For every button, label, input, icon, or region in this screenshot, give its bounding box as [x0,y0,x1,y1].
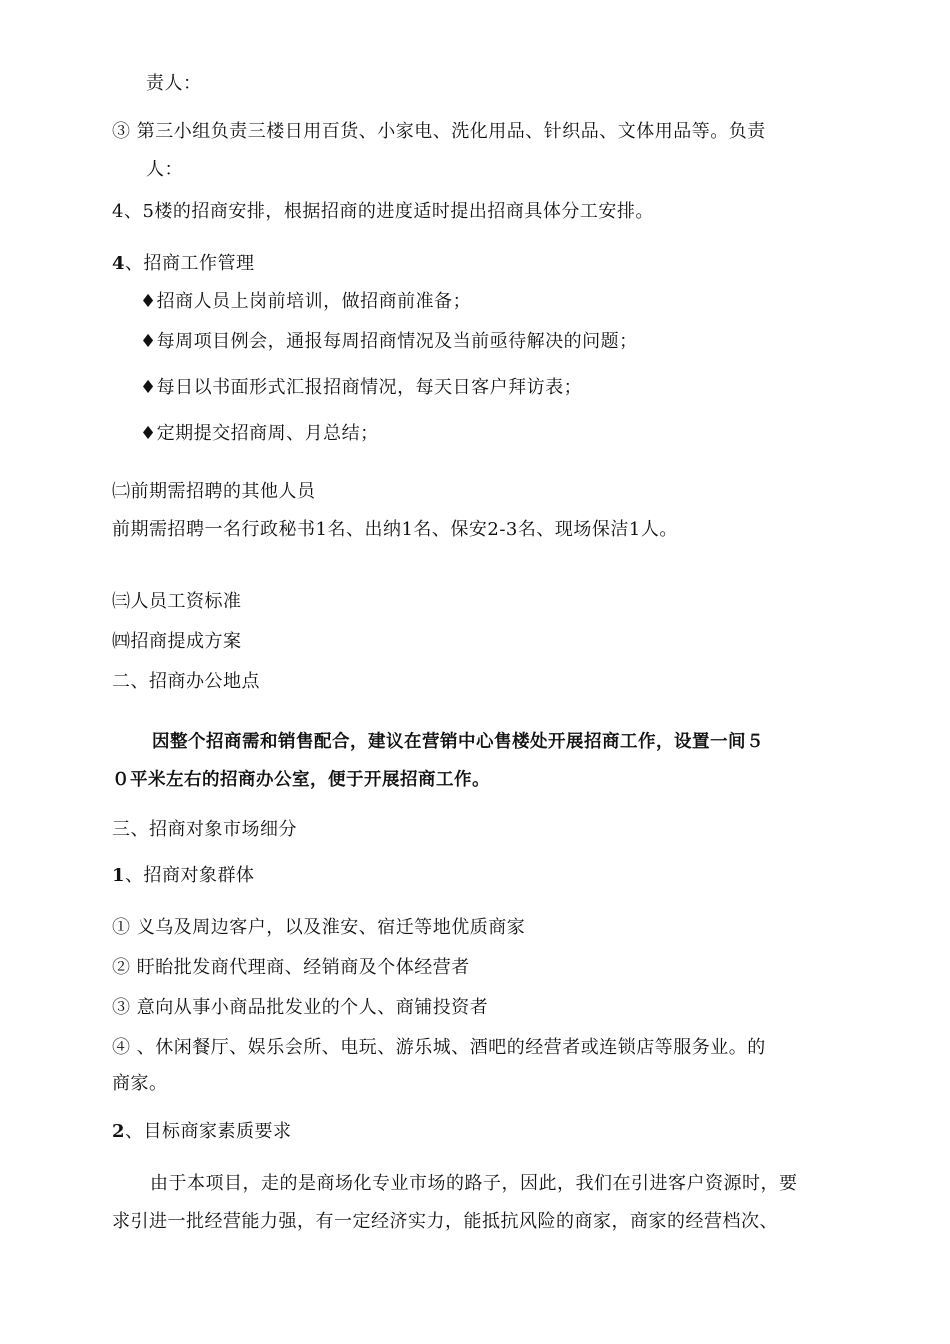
section-heading-office: 二、招商办公地点 [112,671,260,692]
bullet-item-3: ♦每日以书面形式汇报招商情况，每天日客户拜访表； [140,377,583,398]
text-line-4: 4、5楼的招商安排，根据招商的进度适时提出招商具体分工安排。 [112,201,654,222]
sub-heading-other-staff: ㈡前期需招聘的其他人员 [112,481,316,502]
quality-paragraph-line-1: 由于本项目，走的是商场化专业市场的路子，因此，我们在引进客户资源时，要 [150,1173,798,1194]
sub-heading-target-groups: 1、招商对象群体 [112,865,255,886]
heading-number: 2 [112,1121,126,1142]
sub-heading-salary: ㈢人员工资标准 [112,591,242,612]
section-heading-target-market: 三、招商对象市场细分 [112,819,297,840]
text-line-staff: 前期需招聘一名行政秘书1名、出纳1名、保安2-3名、现场保洁1人。 [112,519,678,540]
list-item-4: ④ 、休闲餐厅、娱乐会所、电玩、游乐城、酒吧的经营者或连锁店等服务业。的 [112,1037,766,1058]
heading-number: 1 [112,865,126,886]
sub-heading-merchant-quality: 2、目标商家素质要求 [112,1121,292,1142]
heading-number: 4 [112,253,126,274]
quality-paragraph-line-2: 求引进一批经营能力强，有一定经济实力，能抵抗风险的商家，商家的经营档次、 [112,1211,778,1232]
section-heading-management: 4、招商工作管理 [112,253,255,274]
bullet-item-4: ♦定期提交招商周、月总结； [140,423,379,444]
text-line-2: ③ 第三小组负责三楼日用百货、小家电、洗化用品、针织品、文体用品等。负责 [112,121,766,142]
list-item-2: ② 盱眙批发商代理商、经销商及个体经营者 [112,957,470,978]
bullet-item-2: ♦每周项目例会，通报每周招商情况及当前亟待解决的问题； [140,331,638,352]
bullet-item-1: ♦招商人员上岗前培训，做招商前准备； [140,291,472,312]
sub-heading-commission: ㈣招商提成方案 [112,631,242,652]
office-paragraph-line-1: 因整个招商需和销售配合，建议在营销中心售楼处开展招商工作，设置一间５ [152,732,764,752]
list-item-1: ① 义乌及周边客户，以及淮安、宿迁等地优质商家 [112,917,526,938]
list-item-4-continued: 商家。 [112,1073,168,1094]
list-item-3: ③ 意向从事小商品批发业的个人、商铺投资者 [112,997,489,1018]
text-line-1: 责人： [146,73,202,94]
text-line-3: 人： [146,159,183,180]
office-paragraph-line-2: ０平米左右的招商办公室，便于开展招商工作。 [112,770,490,790]
